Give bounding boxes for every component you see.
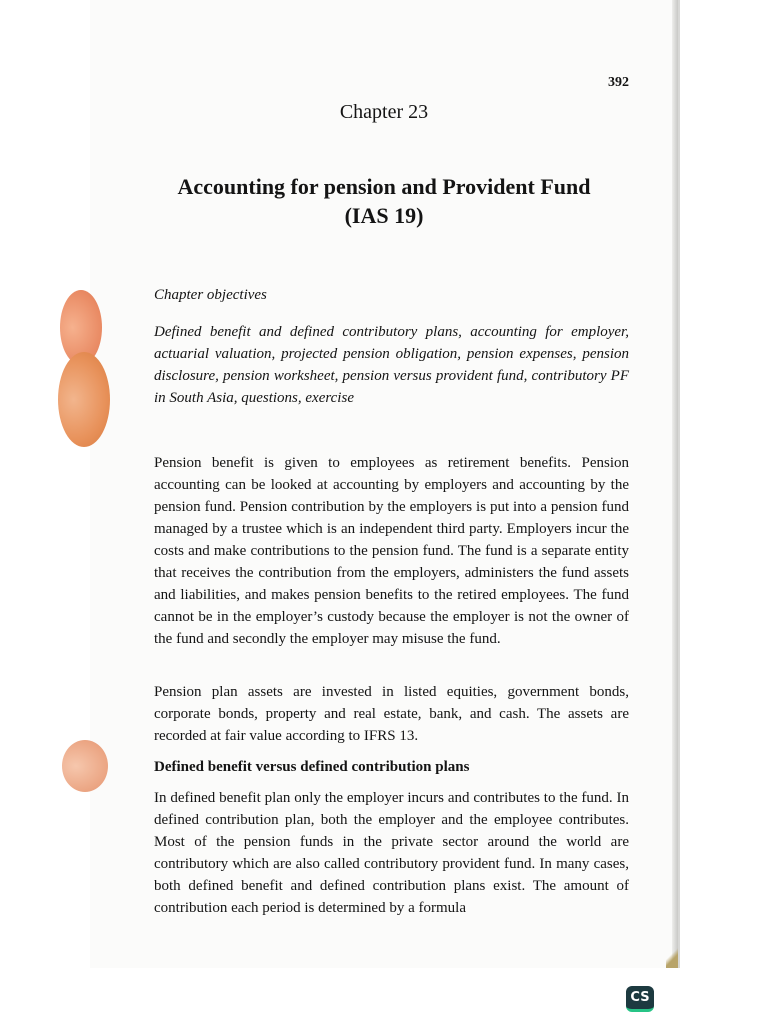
paragraph-pension-benefit: Pension benefit is given to employees as retirement benefits. Pension accounting can be looked at accounting by employers and accounting by the pension fund. Pension contribution by the employers is put into a pension fund managed by a trustee which is an independent third party. Employers incur the costs and make contributions to the pension fund. The fund is a separate entity that receives the contribution from the employers, administers the fund assets and liabilities, and makes pension benefits to the retired employees. The fund cannot be in the employer’s custody because the employer is not the owner of the fund and secondly the employer may misuse the fund. (154, 455, 629, 647)
page-edge-shadow (672, 0, 678, 968)
objectives-heading: Chapter objectives (154, 287, 267, 303)
chapter-label: Chapter 23 (339, 101, 429, 123)
finger-bottom (62, 740, 108, 792)
section-heading: Defined benefit versus defined contribution plans (154, 759, 470, 775)
title-line-2: (IAS 19) (344, 203, 424, 228)
page-corner-mark (666, 946, 678, 968)
objectives-text: Defined benefit and defined contributory plans, accounting for employer, actuarial valuation, projected pension obligation, pension expenses, pension disclosure, pension worksheet, pension versus provident fund, contributory PF in South Asia, questions, exercise (154, 324, 629, 406)
page-number: 392 (608, 75, 629, 90)
title-line-1: Accounting for pension and Provident Fund (177, 174, 591, 199)
paragraph-defined-benefit: In defined benefit plan only the employer incurs and contributes to the fund. In defined contribution plan, both the employer and the employee contributes. Most of the pension funds in the private sector around the world are contributory which are also called contributory provident fund. In many cases, both defined benefit and defined contribution plans exist. The amount of contribution each period is determined by a formula (154, 790, 629, 916)
paragraph-plan-assets: Pension plan assets are invested in listed equities, government bonds, corporate bonds, property and real estate, bank, and cash. The assets are recorded at fair value according to IFRS 13. (154, 684, 629, 744)
camscanner-logo-icon: CS (626, 986, 654, 1012)
finger-middle (58, 352, 110, 447)
chapter-title (90, 172, 678, 230)
